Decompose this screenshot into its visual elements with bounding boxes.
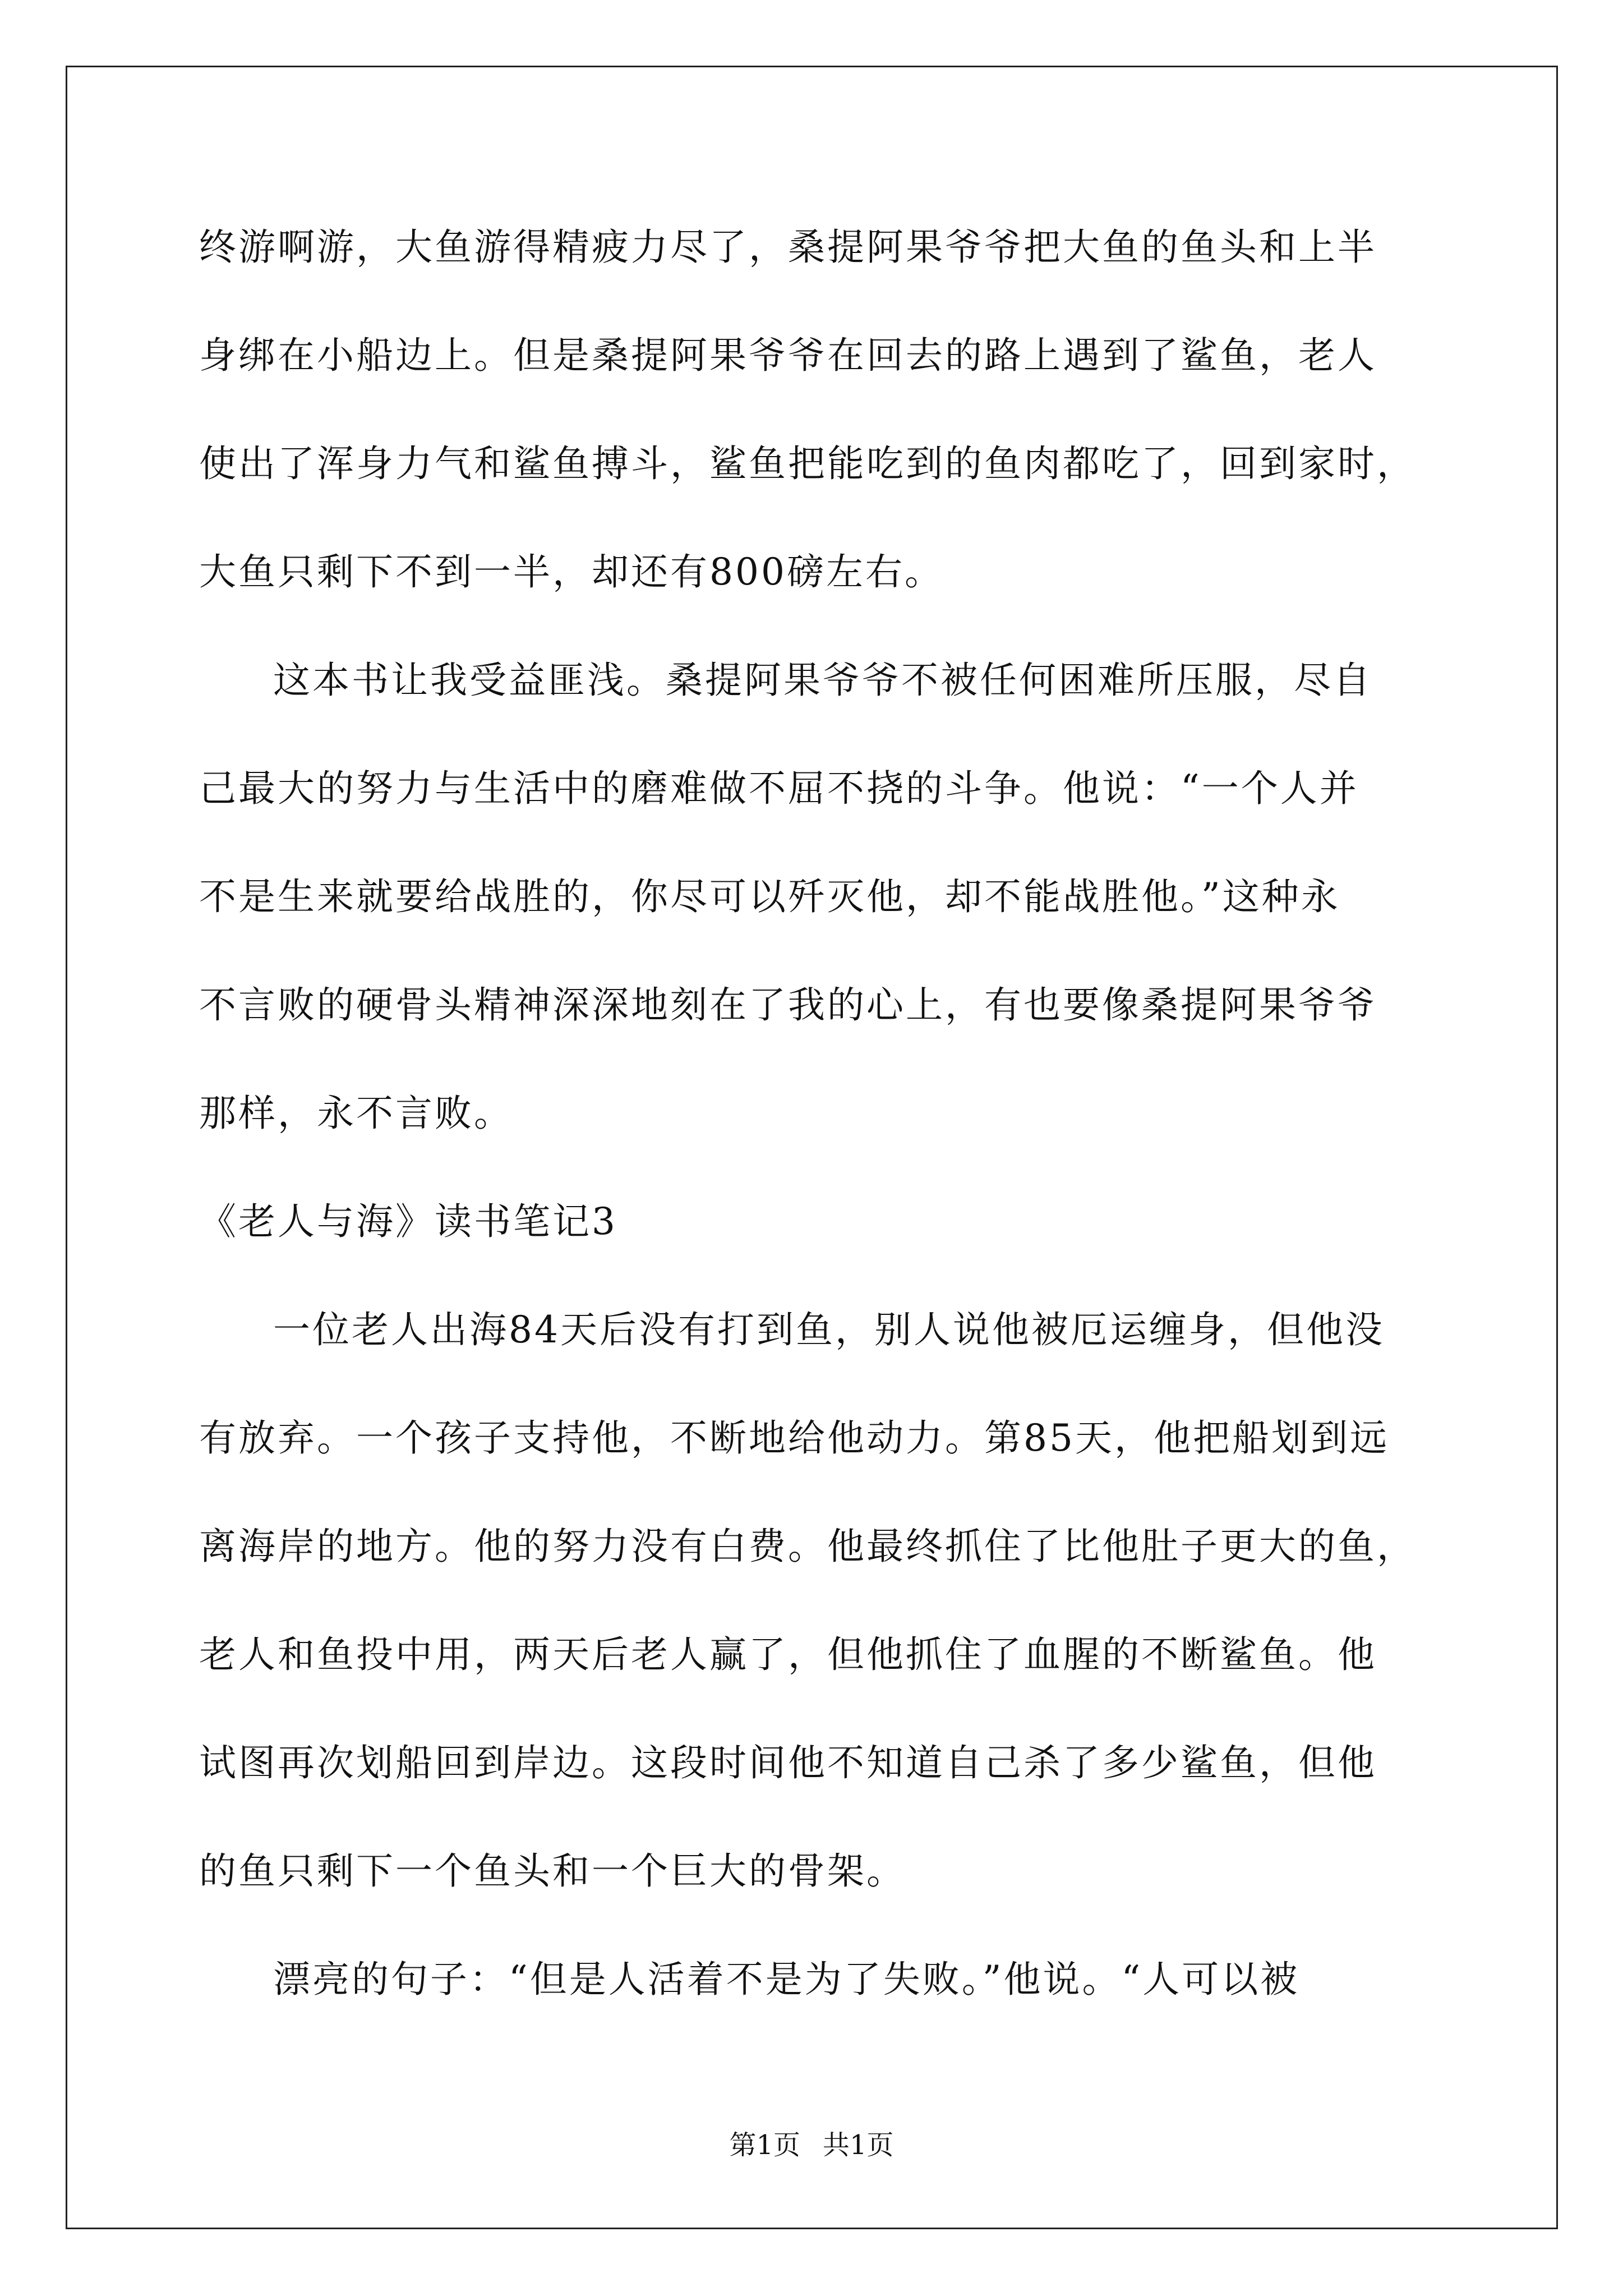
text-line: 离海岸的地方。他的努力没有白费。他最终抓住了比他肚子更大的鱼， — [199, 1525, 1416, 1568]
text-line: 己最大的努力与生活中的磨难做不屈不挠的斗争。他说：“一个人并 — [199, 767, 1359, 810]
page-total: 共1页 — [823, 2129, 894, 2161]
text-line: 身绑在小船边上。但是桑提阿果爷爷在回去的路上遇到了鲨鱼，老人 — [199, 334, 1377, 377]
page-number: 第1页 — [729, 2129, 800, 2161]
text-line: 老人和鱼投中用，两天后老人赢了，但他抓住了血腥的不断鲨鱼。他 — [199, 1633, 1377, 1676]
section-heading: 《老人与海》读书笔记3 — [199, 1200, 617, 1243]
text-line: 不是生来就要给战胜的，你尽可以歼灭他，却不能战胜他。”这种永 — [199, 875, 1340, 918]
paragraph-start: 一位老人出海84天后没有打到鱼，别人说他被厄运缠身，但他没 — [273, 1308, 1385, 1351]
page-footer — [0, 2129, 1623, 2161]
text-line: 试图再次划船回到岸边。这段时间他不知道自己杀了多少鲨鱼，但他 — [199, 1741, 1377, 1784]
text-line: 的鱼只剩下一个鱼头和一个巨大的骨架。 — [199, 1849, 906, 1893]
text-line: 那样，永不言败。 — [199, 1092, 513, 1135]
text-line: 使出了浑身力气和鲨鱼搏斗，鲨鱼把能吃到的鱼肉都吃了，回到家时， — [199, 442, 1416, 485]
paragraph-start: 这本书让我受益匪浅。桑提阿果爷爷不被任何困难所压服，尽自 — [273, 659, 1372, 702]
text-line: 不言败的硬骨头精神深深地刻在了我的心上，有也要像桑提阿果爷爷 — [199, 983, 1377, 1027]
text-line: 有放弃。一个孩子支持他，不断地给他动力。第85天，他把船划到远 — [199, 1416, 1389, 1460]
text-line: 终游啊游，大鱼游得精疲力尽了，桑提阿果爷爷把大鱼的鱼头和上半 — [199, 226, 1377, 269]
text-line: 大鱼只剩下不到一半，却还有800磅左右。 — [199, 550, 944, 593]
paragraph-start: 漂亮的句子：“但是人活着不是为了失败。”他说。“人可以被 — [273, 1958, 1300, 2001]
page-border — [66, 66, 1558, 2229]
